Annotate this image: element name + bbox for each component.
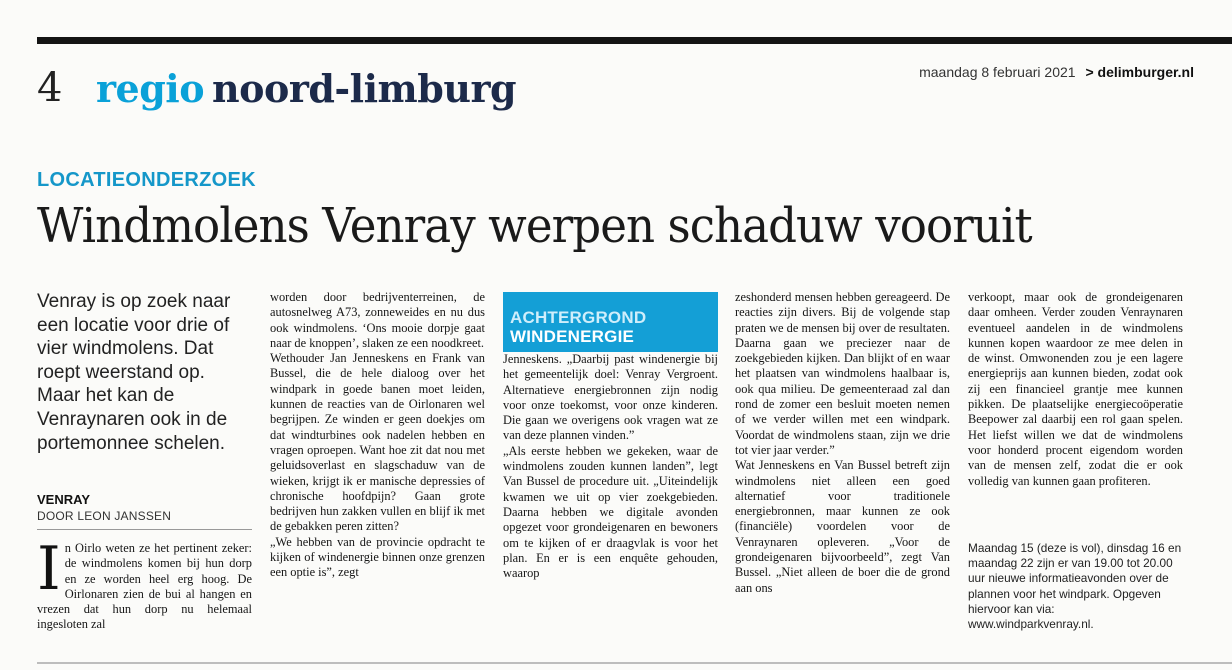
body-paragraph: verkoopt, maar ook de grondeigenaren daar omheen. Verder zouden Venraynaren eventueel aandelen in de windmolens kunnen kopen waardoor ze mee delen in de winst. Omwonenden zou je een lagere energieprijs aan kunnen bieden, zodat ook zij een financieel grantje mee kunnen pikken. De plaatselijke energiecoöperatie Beepower zal daarbij een rol gaan spelen. Het liefst willen we dat de windmolens voor honderd procent eigendom worden van de mensen zelf, zodat die er ook volledig van kunnen gaan profiteren. bbox=[968, 290, 1183, 488]
body-paragraph: zeshonderd mensen hebben gereageerd. De reacties zijn divers. Bij de volgende stap praten we de mensen bij over de resultaten. Daarna gaan we preciezer naar de zoekgebieden kijken. Dan blijkt of en waar het plaatsen van windmolens haalbaar is, ook qua milieu. De gemeenteraad zal dan rond de zomer een besluit moeten nemen of we verder willen met een windpark. Voordat de windmolens staan, zijn we drie tot vier jaar verder.” bbox=[735, 290, 950, 457]
body-column-1 bbox=[37, 534, 252, 633]
issue-date: maandag 8 februari 2021 bbox=[919, 64, 1076, 80]
drop-cap: I bbox=[37, 534, 61, 604]
article-intro: Venray is op zoek naar een locatie voor drie of vier windmolens. Dat roept weerstand op. Maar het kan de Venraynaren ook in de portemonnee schelen. bbox=[37, 291, 231, 454]
article-kicker: LOCATIEONDERZOEK bbox=[37, 169, 256, 191]
section-name-regio: regio bbox=[96, 66, 205, 111]
body-column-5 bbox=[968, 290, 1183, 489]
page-number: 4 bbox=[37, 65, 63, 111]
page-header-meta bbox=[919, 64, 1194, 80]
body-paragraph: Wat Jenneskens en Van Bussel betreft zijn windmolens niet alleen een goed alternatief voor traditionele energiebronnen, maar kunnen ze ook (financiële) voordelen voor de Venraynaren opleveren. „Voor de grondeigenaren bijvoorbeeld”, zegt Van Bussel. „Niet alleen de boer die de grond aan ons bbox=[735, 458, 950, 595]
body-paragraph: worden door bedrijventerreinen, de autosnelweg A73, zonneweides en nu dus ook windmolens. ‘Ons mooie dorpje gaat naar de knoppen’, slaken ze een noodkreet. bbox=[270, 290, 485, 350]
top-rule bbox=[37, 37, 1232, 44]
body-paragraph: Wethouder Jan Jenneskens en Frank van Bussel, die de hele dialoog over het windpark in goede banen moet leiden, kunnen de reacties van de Oirlonaren wel begrijpen. Ze winden er geen doekjes om dat windturbines ook nadelen hebben en vragen oproepen. Want hoe zit dat nou met geluidsoverlast en slagschaduw van de wieken, krijgt ik er manische depressies of chronische hoofdpijn? Gaan grote bedrijven hun zakken vullen en blijf ik met de gebakken peren zitten? bbox=[270, 351, 485, 534]
body-paragraph: „We hebben van de provincie opdracht te kijken of windenergie binnen onze grenzen een optie is”, zegt bbox=[270, 534, 485, 580]
article-headline: Windmolens Venray werpen schaduw vooruit bbox=[37, 198, 1032, 254]
chevron-right-icon: > bbox=[1085, 64, 1094, 80]
section-name-noord-limburg: noord-limburg bbox=[212, 66, 517, 111]
byline-divider bbox=[37, 529, 252, 530]
body-paragraph: Jenneskens. „Daarbij past windenergie bij het gemeentelijk doel: Venray Vergroent. Alternatieve energiebronnen zijn nodig voor onze toekomst, voor onze kinderen. Die gaan we overigens ook vragen wat ze van deze plannen vinden.” bbox=[503, 352, 718, 443]
bottom-rule bbox=[37, 662, 1232, 664]
body-column-4 bbox=[735, 290, 950, 596]
background-tag bbox=[503, 292, 718, 352]
website-link[interactable]: delimburger.nl bbox=[1097, 64, 1194, 80]
body-column-2 bbox=[270, 290, 485, 581]
body-paragraph: n Oirlo weten ze het pertinent zeker: de windmolens komen bij hun dorp en ze worden heel erg hoog. De Oirlonaren zien de bui al hangen en vrezen dat hun dorp nu helemaal ingesloten zal bbox=[37, 541, 252, 632]
tag-label-windenergie: WINDENERGIE bbox=[510, 327, 635, 346]
info-box bbox=[968, 541, 1183, 632]
body-paragraph: „Als eerste hebben we gekeken, waar de windmolens zouden kunnen landen”, legt Van Bussel de procedure uit. „Uiteindelijk kwamen we uit op vier zoekgebieden. Daarna hebben we digitale avonden opgezet voor grondeigenaren en bewoners om te kijken of er draagvlak is voor het plan. En er is een enquête gehouden, waarop bbox=[503, 443, 718, 581]
info-text: Maandag 15 (deze is vol), dinsdag 16 en maandag 22 zijn er van 19.00 tot 20.00 uur nieuwe informatieavonden over de plannen voor het windpark. Opgeven hiervoor kan via: www.windparkvenray.nl. bbox=[968, 541, 1182, 632]
byline: DOOR LEON JANSSEN bbox=[37, 509, 172, 523]
dateline: VENRAY bbox=[37, 492, 90, 507]
tag-label-achtergrond: ACHTERGROND bbox=[510, 308, 647, 327]
body-column-3 bbox=[503, 352, 718, 581]
